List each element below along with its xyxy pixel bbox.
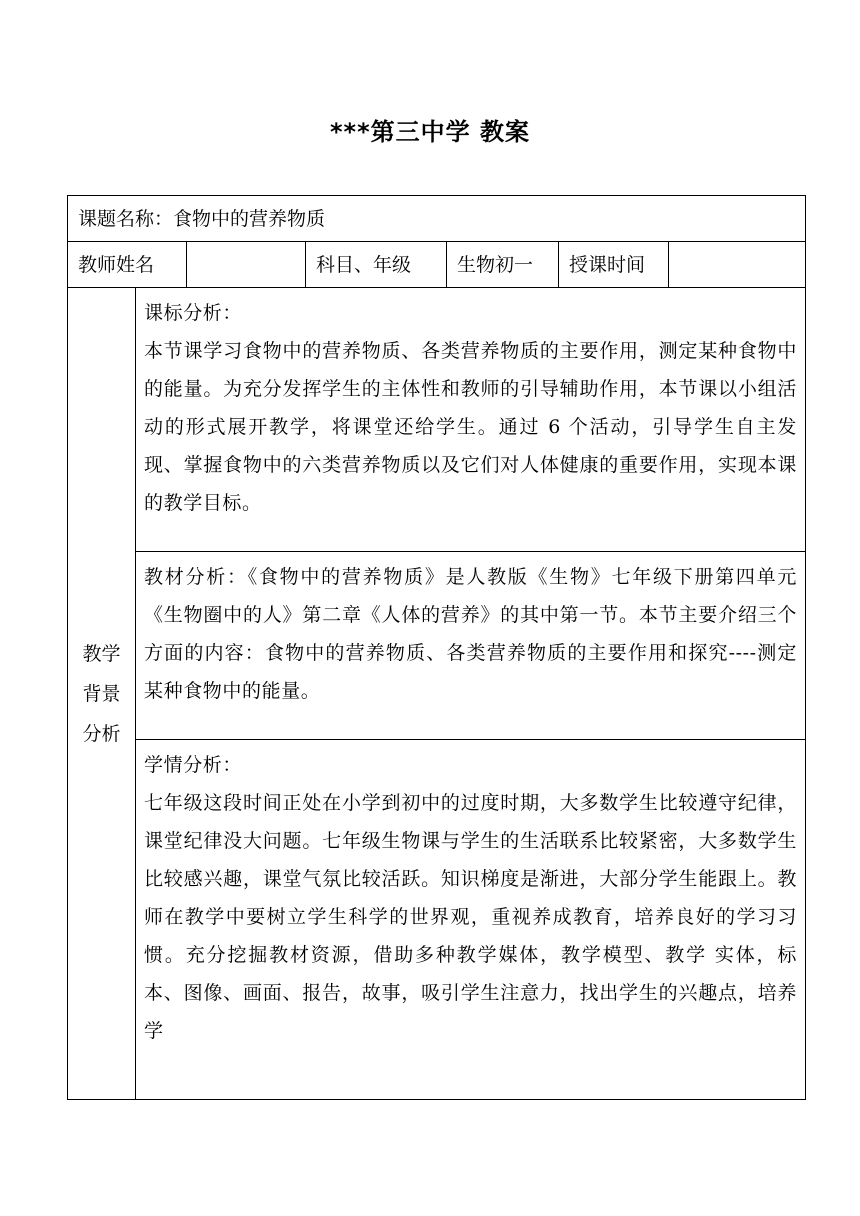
curriculum-analysis-heading: 课标分析： [144, 302, 243, 324]
background-analysis-label [68, 288, 136, 1100]
background-label-line: 教学 [82, 642, 121, 665]
curriculum-analysis-text: 本节课学习食物中的营养物质、各类营养物质的主要作用，测定某种食物中的能量。为充分发挥学生的主体性和教师的引导辅助作用，本节课以小组活动的形式展开教学，将课堂还给学生。通过 6 个活动，引导学生自主发现、掌握食物中的六类营养物质以及它们对人体健康的重要作用，实现本课的教学目标。 [144, 340, 798, 514]
lesson-plan-table [67, 195, 806, 1100]
subject-grade-value: 生物初一 [447, 242, 559, 288]
textbook-analysis-text: 教材分析：《食物中的营养物质》是人教版《生物》七年级下册第四单元《生物圈中的人》第二章《人体的营养》的其中第一节。本节主要介绍三个方面的内容：食物中的营养物质、各类营养物质的主要作用和探究----测定某种食物中的能量。 [144, 566, 798, 702]
lesson-time-label: 授课时间 [559, 242, 669, 288]
topic-label: 课题名称： [78, 207, 174, 230]
textbook-row [68, 552, 806, 740]
topic-cell [68, 196, 806, 242]
subject-grade-label: 科目、年级 [306, 242, 447, 288]
teacher-name-label: 教师姓名 [68, 242, 187, 288]
info-row [68, 242, 806, 288]
curriculum-row [68, 288, 806, 552]
topic-value: 食物中的营养物质 [173, 207, 326, 230]
curriculum-analysis-cell [136, 288, 806, 552]
textbook-analysis-cell [136, 552, 806, 740]
background-label-line: 分析 [82, 722, 121, 745]
student-analysis-heading: 学情分析： [144, 754, 243, 776]
student-row [68, 740, 806, 1100]
teacher-name-value [187, 242, 306, 288]
topic-row [68, 196, 806, 242]
student-analysis-text: 七年级这段时间正处在小学到初中的过度时期，大多数学生比较遵守纪律，课堂纪律没大问题。七年级生物课与学生的生活联系比较紧密，大多数学生比较感兴趣，课堂气氛比较活跃。知识梯度是渐进，大部分学生能跟上。教师在教学中要树立学生科学的世界观，重视养成教育，培养良好的学习习惯。充分挖掘教材资源，借助多种教学媒体，教学模型、教学 实体，标本、图像、画面、报告，故事，吸引学生注意力，找出学生的兴趣点，培养学 [144, 792, 798, 1042]
lesson-time-value [669, 242, 806, 288]
page-title: ***第三中学 教案 [329, 118, 530, 146]
background-label-line: 背景 [82, 682, 121, 705]
student-analysis-cell [136, 740, 806, 1100]
